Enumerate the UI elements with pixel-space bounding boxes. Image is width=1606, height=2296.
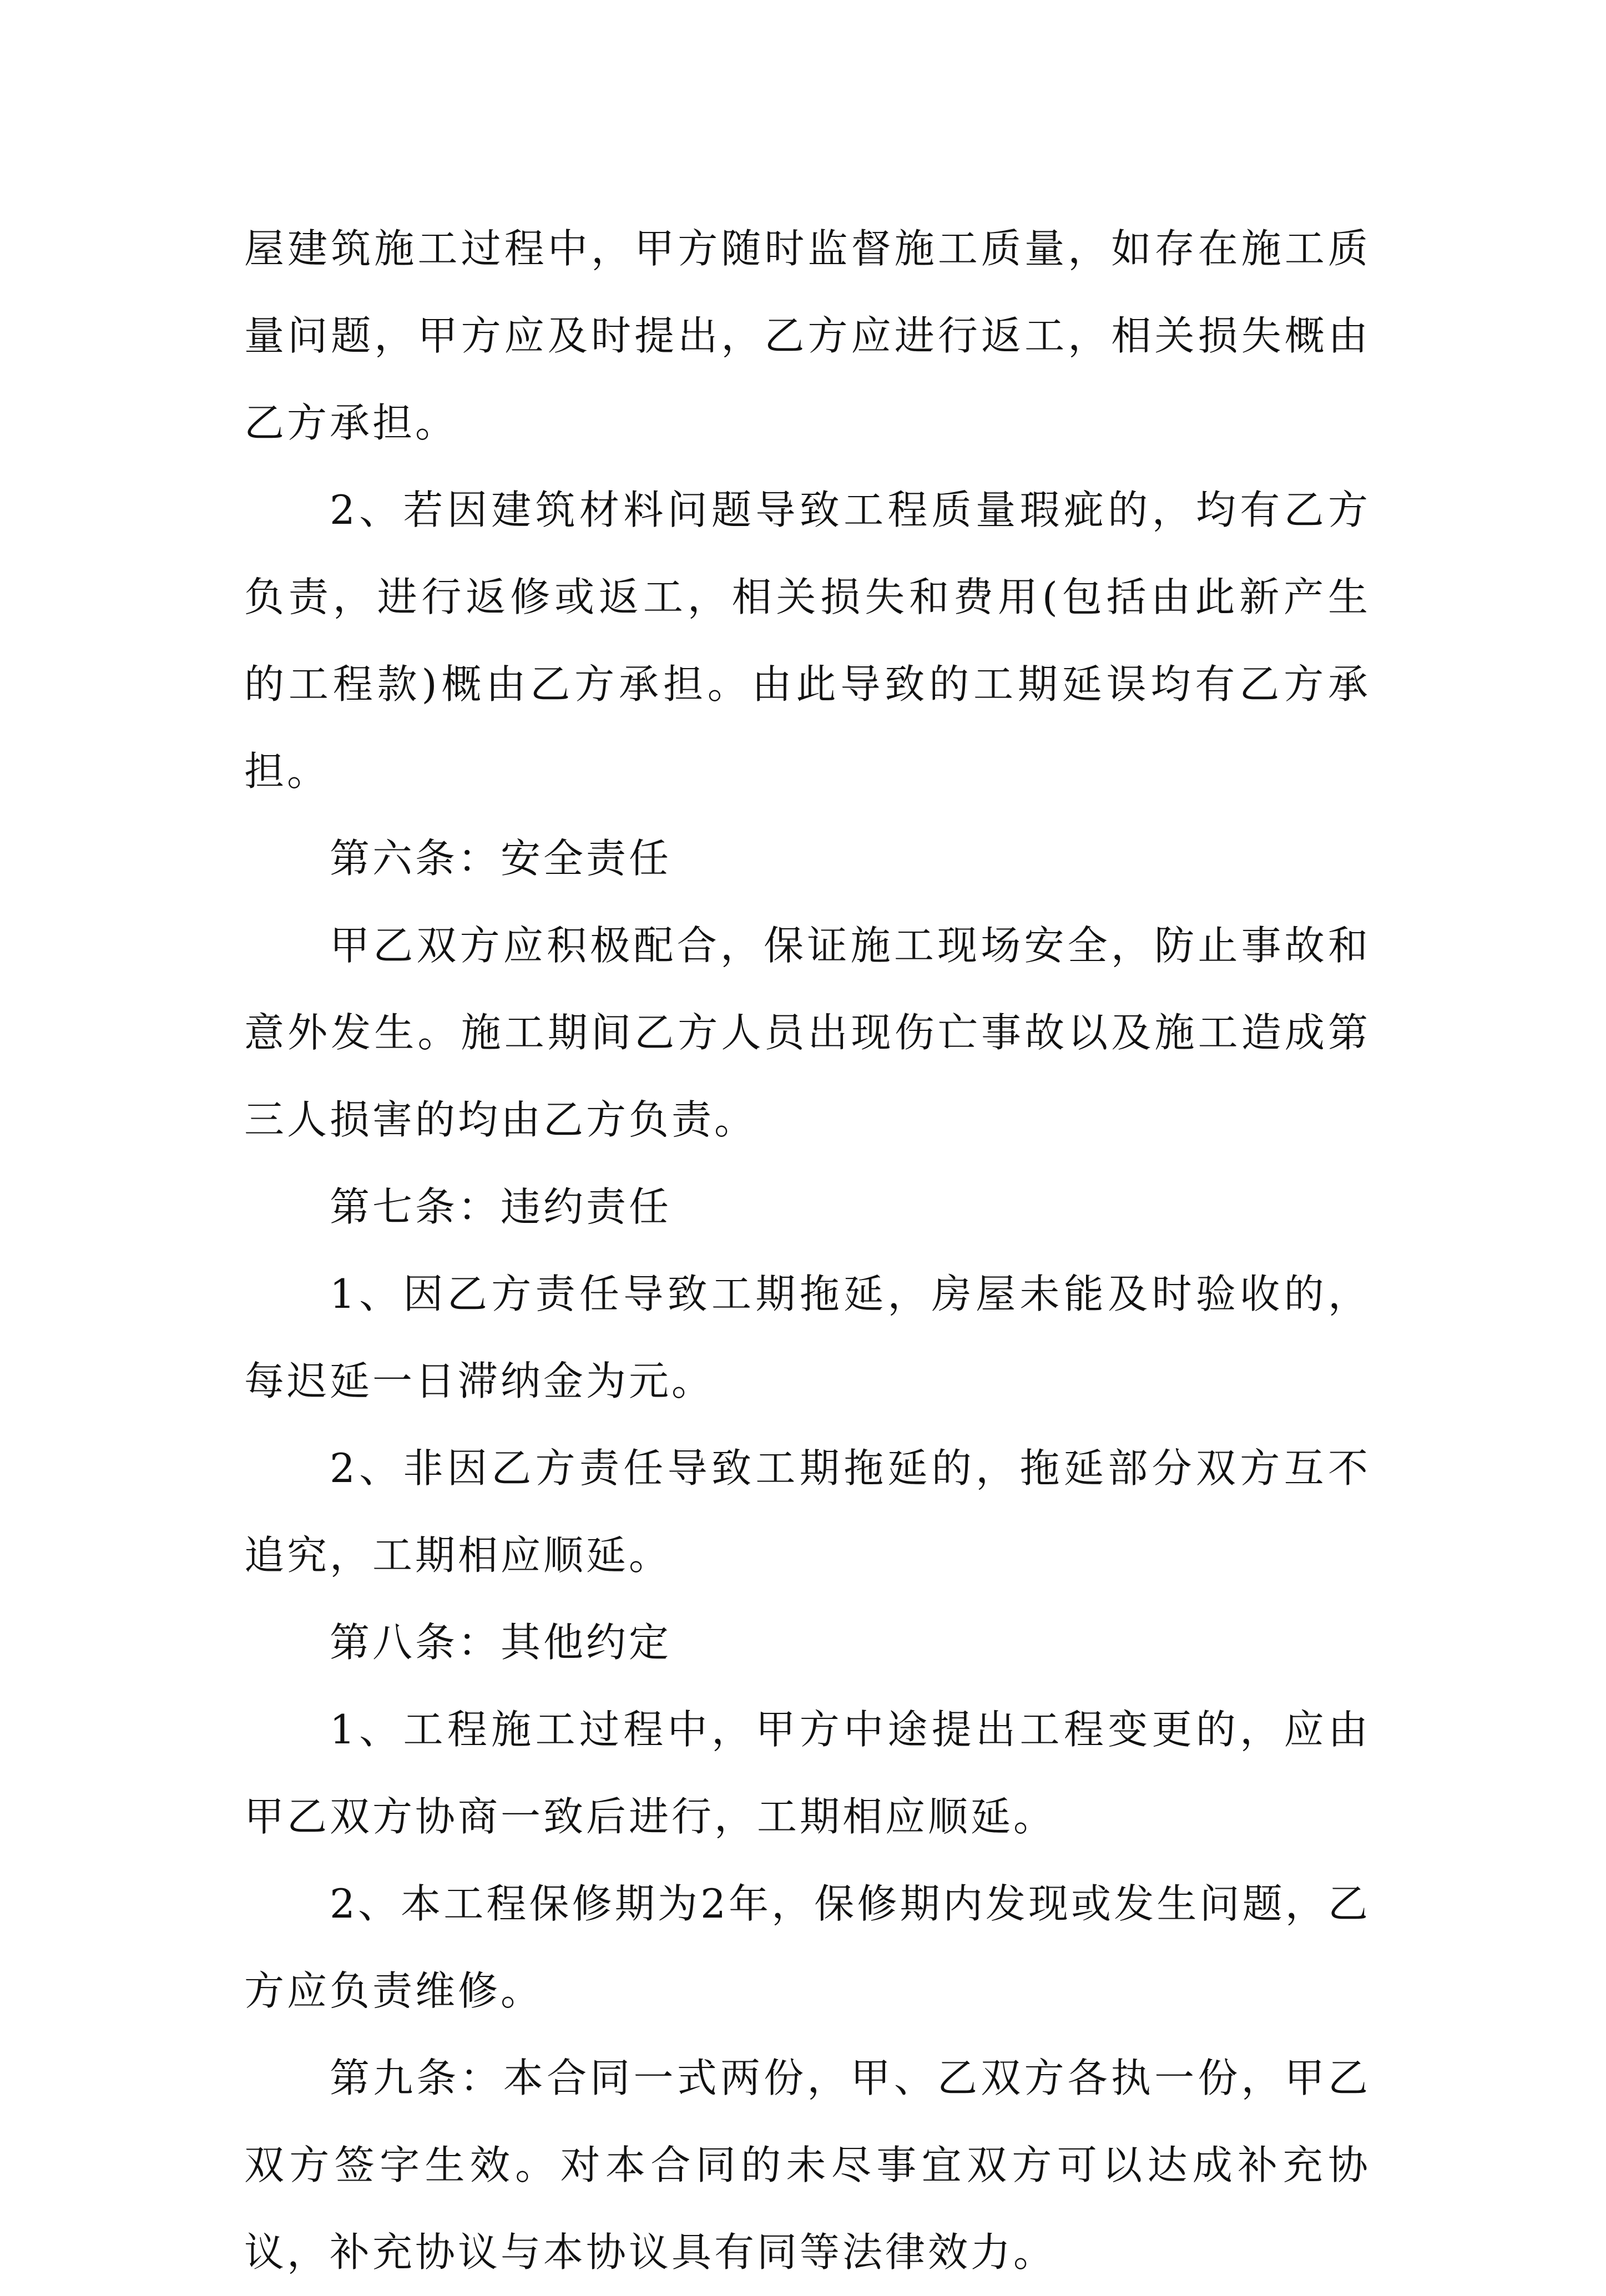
paragraph-clause-7-1: 1、因乙方责任导致工期拖延，房屋未能及时验收的，每迟延一日滞纳金为元。 xyxy=(244,1271,1371,1404)
paragraph-article-9: 第九条：本合同一式两份，甲、乙双方各执一份，甲乙双方签字生效。对本合同的未尽事宜双方可以达成补充协议，补充协议与本协议具有同等法律效力。 xyxy=(244,2055,1371,2275)
document-page xyxy=(244,205,1371,2296)
heading-article-6: 第六条：安全责任 xyxy=(330,835,672,882)
paragraph-article-6: 甲乙双方应积极配合，保证施工现场安全，防止事故和意外发生。施工期间乙方人员出现伤亡事故以及施工造成第三人损害的均由乙方负责。 xyxy=(244,922,1371,1143)
paragraph-clause-7-2: 2、非因乙方责任导致工期拖延的，拖延部分双方互不追究，工期相应顺延。 xyxy=(244,1445,1371,1579)
heading-article-8: 第八条：其他约定 xyxy=(330,1619,672,1666)
heading-article-7: 第七条：违约责任 xyxy=(330,1184,672,1230)
paragraph-continuation: 屋建筑施工过程中，甲方随时监督施工质量，如存在施工质量问题，甲方应及时提出，乙方应进行返工，相关损失概由乙方承担。 xyxy=(244,225,1371,446)
paragraph-clause-8-1: 1、工程施工过程中，甲方中途提出工程变更的，应由甲乙双方协商一致后进行，工期相应顺延。 xyxy=(244,1706,1371,1840)
paragraph-clause-8-2: 2、本工程保修期为2年，保修期内发现或发生问题，乙方应负责维修。 xyxy=(244,1880,1371,2014)
paragraph-clause-5-2: 2、若因建筑材料问题导致工程质量瑕疵的，均有乙方负责，进行返修或返工，相关损失和费用(包括由此新产生的工程款)概由乙方承担。由此导致的工期延误均有乙方承担。 xyxy=(244,487,1371,795)
